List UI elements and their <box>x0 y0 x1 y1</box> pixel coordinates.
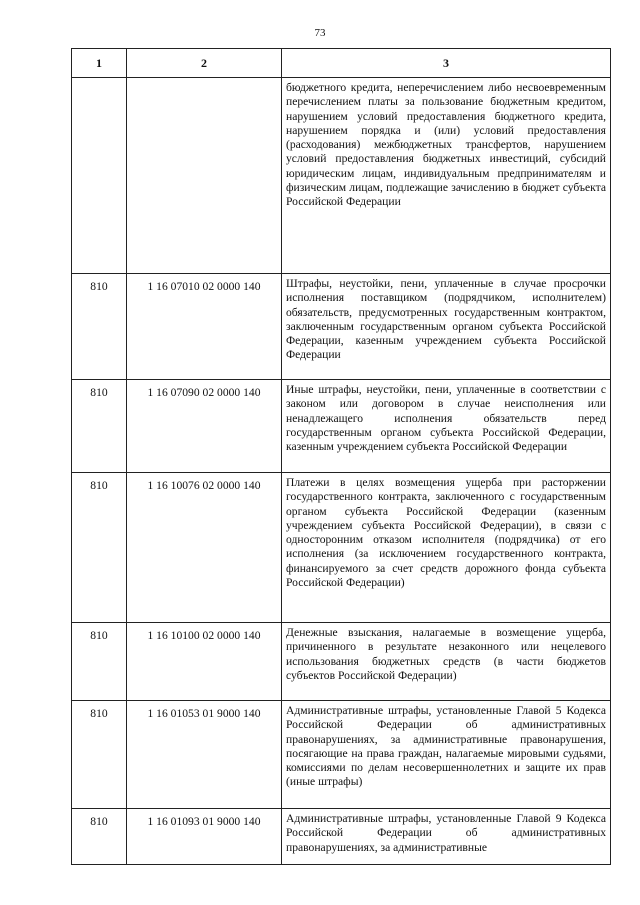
description-cell: бюджетного кредита, неперечислением либо несвоевременным перечислением платы за пользование бюджетным кредитом, нарушением условий предоставления бюджетного кредита, нарушением порядка и (или) условий предоставления (расходования) межбюджетных трансфертов, нарушением условий предоставления бюджетных инвестиций, субсидий юридическим лицам, индивидуальным предпринимателям и физическим лицам, подлежащие зачислению в бюджет субъекта Российской Федерации <box>282 78 611 274</box>
description-cell: Административные штрафы, установленные Главой 9 Кодекса Российской Федерации об административных правонарушениях, за административные <box>282 809 611 865</box>
table-row <box>72 809 611 865</box>
table-row <box>72 380 611 473</box>
budget-revenue-table <box>71 48 611 865</box>
admin-code-cell: 810 <box>72 473 127 623</box>
table-row <box>72 473 611 623</box>
admin-code-cell: 810 <box>72 623 127 701</box>
description-cell: Иные штрафы, неустойки, пени, уплаченные в соответствии с законом или договором в случае неисполнения или ненадлежащего исполнения обязательств перед государственным органом субъекта Российской Федерации, казенным учреждением субъекта Российской Федерации <box>282 380 611 473</box>
admin-code-cell: 810 <box>72 701 127 809</box>
admin-code-cell: 810 <box>72 274 127 380</box>
budget-code-cell <box>127 78 282 274</box>
column-header-1: 1 <box>72 49 127 78</box>
table-row <box>72 623 611 701</box>
table-header-row <box>72 49 611 78</box>
description-cell: Платежи в целях возмещения ущерба при расторжении государственного контракта, заключенного с государственным органом субъекта Российской Федерации (казенным учреждением субъекта Российской Федерации), в связи с односторонним отказом исполнителя (подрядчика) от его исполнения (за исключением государственного контракта, финансируемого за счет средств дорожного фонда субъекта Российской Федерации) <box>282 473 611 623</box>
description-cell: Административные штрафы, установленные Главой 5 Кодекса Российской Федерации об административных правонарушениях, за административные правонарушения, посягающие на права граждан, налагаемые мировыми судьями, комиссиями по делам несовершеннолетних и защите их прав (иные штрафы) <box>282 701 611 809</box>
budget-code-cell: 1 16 07090 02 0000 140 <box>127 380 282 473</box>
budget-code-cell: 1 16 01093 01 9000 140 <box>127 809 282 865</box>
budget-code-cell: 1 16 07010 02 0000 140 <box>127 274 282 380</box>
description-cell: Денежные взыскания, налагаемые в возмещение ущерба, причиненного в результате незаконного или нецелевого использования бюджетных средств (в части бюджетов субъектов Российской Федерации) <box>282 623 611 701</box>
budget-code-cell: 1 16 01053 01 9000 140 <box>127 701 282 809</box>
table-row <box>72 78 611 274</box>
column-header-3: 3 <box>282 49 611 78</box>
table-row <box>72 701 611 809</box>
admin-code-cell: 810 <box>72 809 127 865</box>
admin-code-cell: 810 <box>72 380 127 473</box>
page-number: 73 <box>314 27 326 39</box>
budget-code-cell: 1 16 10100 02 0000 140 <box>127 623 282 701</box>
description-cell: Штрафы, неустойки, пени, уплаченные в случае просрочки исполнения поставщиком (подрядчиком, исполнителем) обязательств, предусмотренных государственным контрактом, заключенным государственным органом субъекта Российской Федерации, казенным учреждением субъекта Российской Федерации <box>282 274 611 380</box>
table-row <box>72 274 611 380</box>
column-header-2: 2 <box>127 49 282 78</box>
budget-code-cell: 1 16 10076 02 0000 140 <box>127 473 282 623</box>
admin-code-cell <box>72 78 127 274</box>
